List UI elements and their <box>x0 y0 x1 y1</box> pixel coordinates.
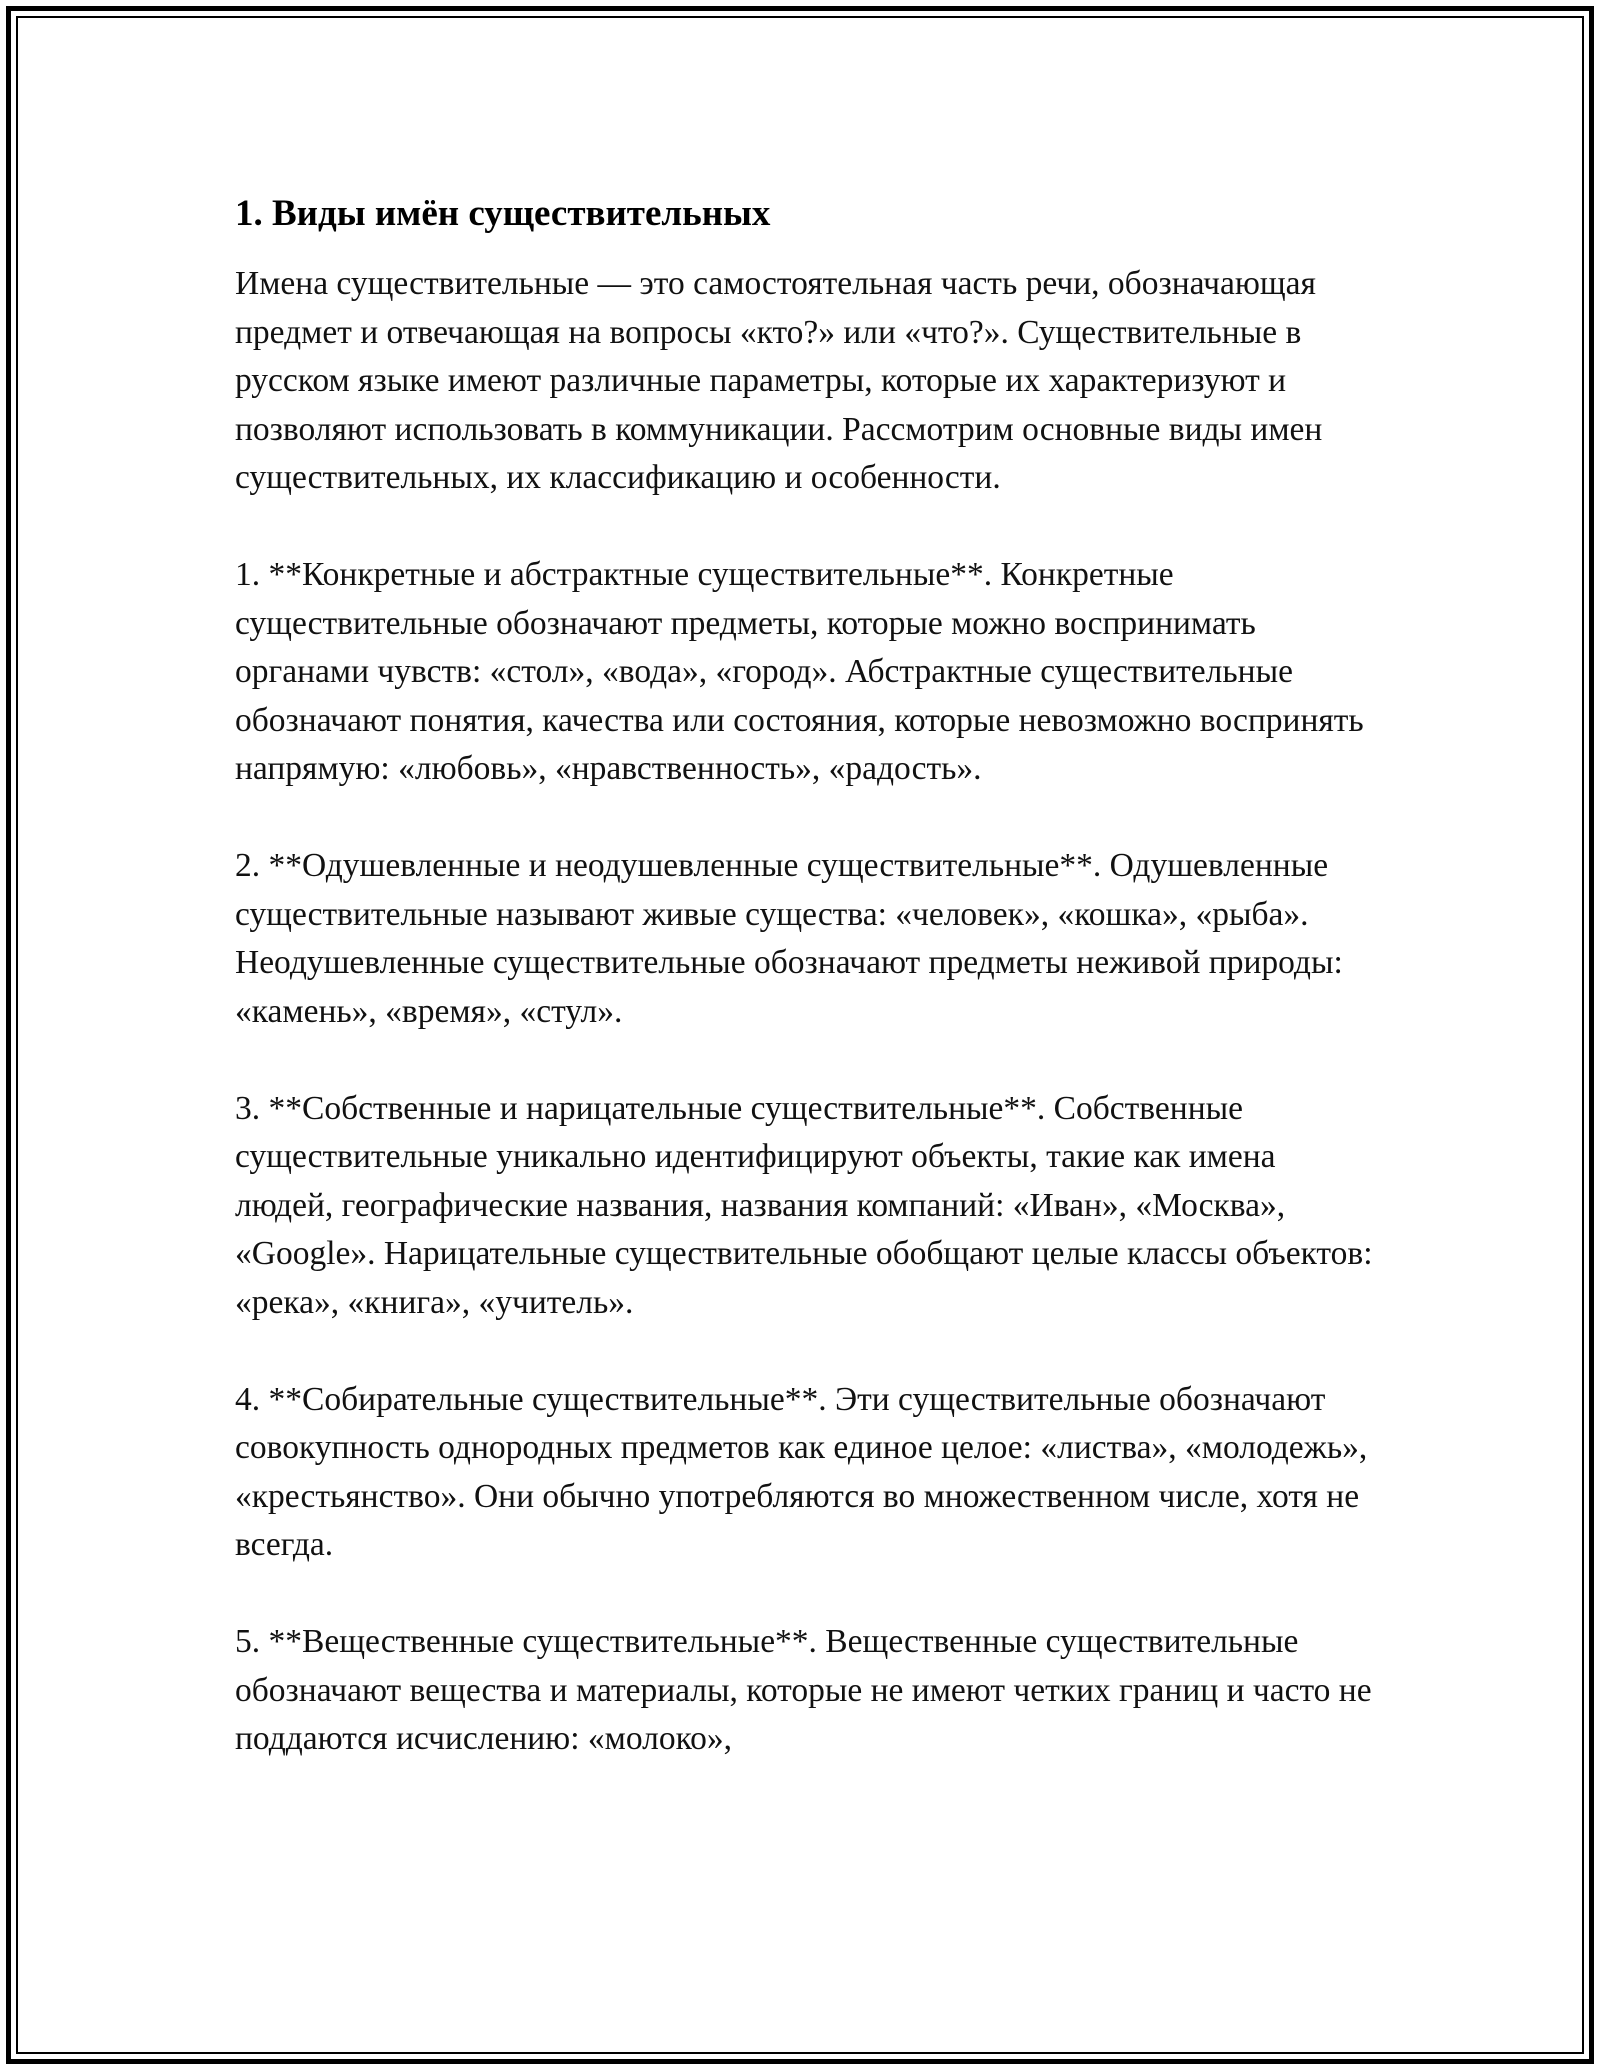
paragraph-material: 5. **Вещественные существительные**. Вещественные существительные обозначают вещества и материалы, которые не имеют четких границ и часто не поддаются исчислению: «молоко», <box>235 1623 1372 1757</box>
paragraph-proper-common: 3. **Собственные и нарицательные существительные**. Собственные существительные уникально идентифицируют объекты, такие как имена людей, географические названия, названия компаний: «Иван», «Москва», «Google». Нарицательные существительные обобщают целые классы объектов: «река», «книга», «учитель». <box>235 1089 1373 1321</box>
paragraph-collective: 4. **Собирательные существительные**. Эти существительные обозначают совокупность однородных предметов как единое целое: «листва», «молодежь», «крестьянство». Они обычно употребляются во множественном числе, хотя не всегда. <box>235 1380 1368 1563</box>
section-heading: 1. Виды имён существительных <box>235 193 771 234</box>
paragraph-animate-inanimate: 2. **Одушевленные и неодушевленные существительные**. Одушевленные существительные называют живые существа: «человек», «кошка», «рыба». Неодушевленные существительные обозначают предметы неживой природы: «камень», «время», «стул». <box>235 847 1343 1030</box>
paragraph-concrete-abstract: 1. **Конкретные и абстрактные существительные**. Конкретные существительные обозначают предметы, которые можно воспринимать органами чувств: «стол», «вода», «город». Абстрактные существительные обозначают понятия, качества или состояния, которые невозможно воспринять напрямую: «любовь», «нравственность», «радость». <box>235 556 1364 787</box>
document-body <box>235 190 1375 1764</box>
intro-paragraph: Имена существительные — это самостоятельная часть речи, обозначающая предмет и отвечающая на вопросы «кто?» или «что?». Существительные в русском языке имеют различные параметры, которые их характеризуют и позволяют использовать в коммуникации. Рассмотрим основные виды имен существительных, их классификацию и особенности. <box>235 265 1323 496</box>
